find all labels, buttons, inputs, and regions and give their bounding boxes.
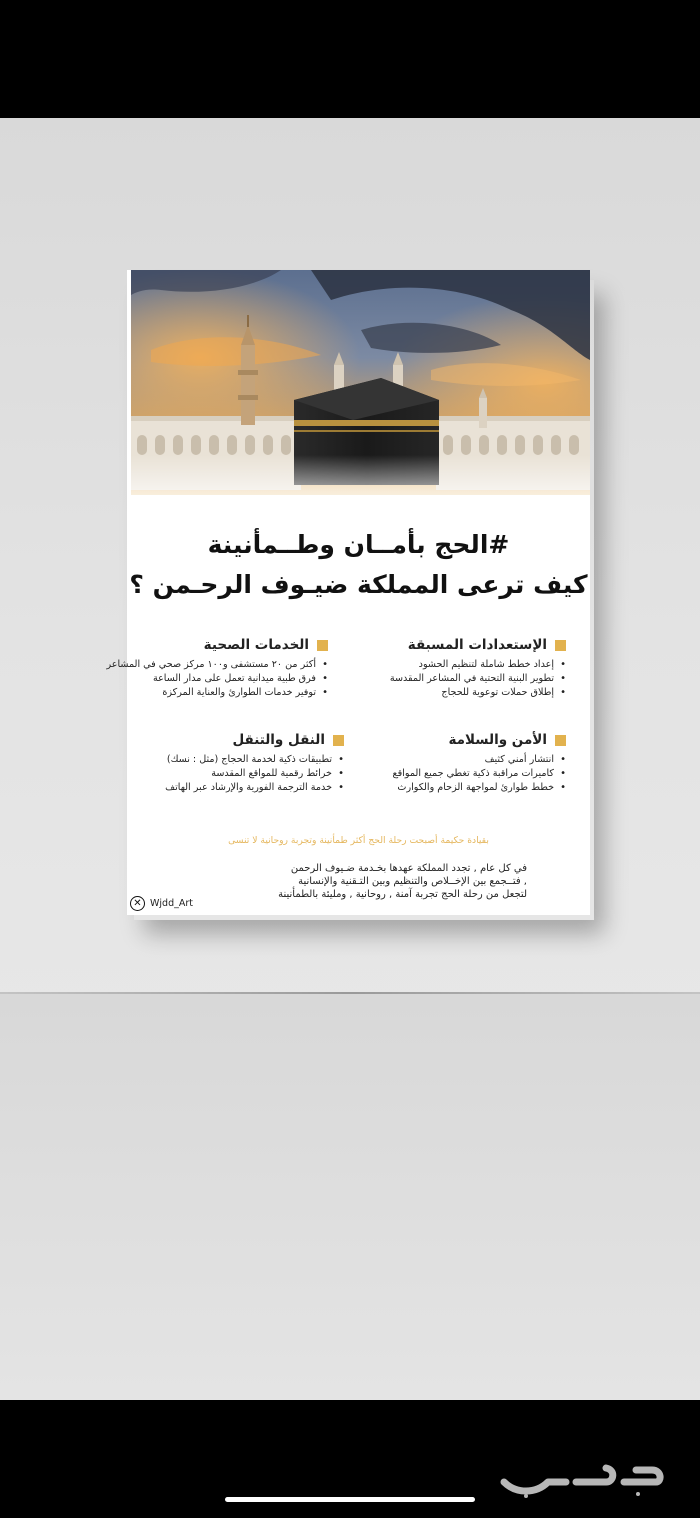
section-list xyxy=(366,753,566,795)
section-heading xyxy=(134,732,344,748)
poster-paragraph xyxy=(207,862,527,901)
poster-tagline: بقيادة حكيمة أصبحت رحلة الحج أكثر طمأنينة وتجربة روحانية لا تنسى xyxy=(228,835,489,846)
paragraph-line: لتجعل من رحلة الحج تجربة آمنة , روحانية , ومليئة بالطمأنينة xyxy=(278,889,527,900)
list-item: • كاميرات مراقبة ذكية تغطي جميع المواقع xyxy=(366,767,566,781)
x-icon: ✕ xyxy=(130,896,145,911)
list-item: • فرق طبية ميدانية تعمل على مدار الساعة xyxy=(133,672,328,686)
list-item: • خرائط رقمية للمواقع المقدسة xyxy=(134,767,344,781)
list-item: • إعداد خطط شاملة لتنظيم الحشود xyxy=(366,658,566,672)
section-heading xyxy=(366,732,566,748)
poster-content xyxy=(106,520,590,915)
section-heading xyxy=(133,637,328,653)
list-item: • خطط طوارئ لمواجهة الزحام والكوارث xyxy=(366,781,566,795)
section-security-safety xyxy=(366,732,566,795)
section-list xyxy=(134,753,344,795)
designer-signature xyxy=(130,896,193,911)
paragraph-line: , فتــجمع بين الإخــلاص والتنظيم وبين التـقنية والإنسانية xyxy=(298,876,527,887)
section-preparations xyxy=(366,637,566,700)
gold-square-icon xyxy=(333,735,344,746)
section-list xyxy=(106,658,328,700)
list-item: • أكثر من ٢٠ مستشفى و١٠٠ مركز صحي في المشاعر xyxy=(133,658,328,672)
list-item: • تطبيقات ذكية لخدمة الحجاج (مثل : نسك) xyxy=(134,753,344,767)
gold-square-icon xyxy=(317,640,328,651)
haraj-watermark-logo xyxy=(496,1452,666,1502)
section-heading-text: الأمن والسلامة xyxy=(448,732,547,748)
kaaba-illustration xyxy=(131,270,590,520)
list-item: • إطلاق حملات توعوية للحجاج xyxy=(366,686,566,700)
list-item: • انتشار أمني كثيف xyxy=(366,753,566,767)
kaaba-hero-image xyxy=(131,270,590,520)
home-indicator[interactable] xyxy=(225,1497,475,1502)
gold-square-icon xyxy=(555,735,566,746)
section-heading xyxy=(366,637,566,653)
poster[interactable] xyxy=(106,270,590,915)
poster-hashtag-title: #الحج بأمــان وطــمأنينة xyxy=(207,530,510,559)
poster-question-title: كيف ترعى المملكة ضيـوف الرحـمن ؟ xyxy=(129,570,588,599)
section-heading-text: النقل والتنقل xyxy=(232,732,325,748)
list-item: • توفير خدمات الطوارئ والعناية المركزة xyxy=(133,686,328,700)
floor xyxy=(0,994,700,1400)
section-list xyxy=(366,658,566,700)
paragraph-line: في كل عام , تجدد المملكة عهدها بخـدمة ضـيوف الرحمن xyxy=(290,863,527,874)
list-item: • تطوير البنية التحتية في المشاعر المقدسة xyxy=(366,672,566,686)
section-heading-text: الإستعدادات المسبقة xyxy=(407,637,547,653)
designer-handle: Wjdd_Art xyxy=(150,898,193,909)
gold-square-icon xyxy=(555,640,566,651)
section-health-services xyxy=(106,637,328,700)
section-heading-text: الخدمات الصحية xyxy=(203,637,309,653)
section-transport xyxy=(134,732,344,795)
list-item: • خدمة الترجمة الفورية والإرشاد عبر الهاتف xyxy=(134,781,344,795)
